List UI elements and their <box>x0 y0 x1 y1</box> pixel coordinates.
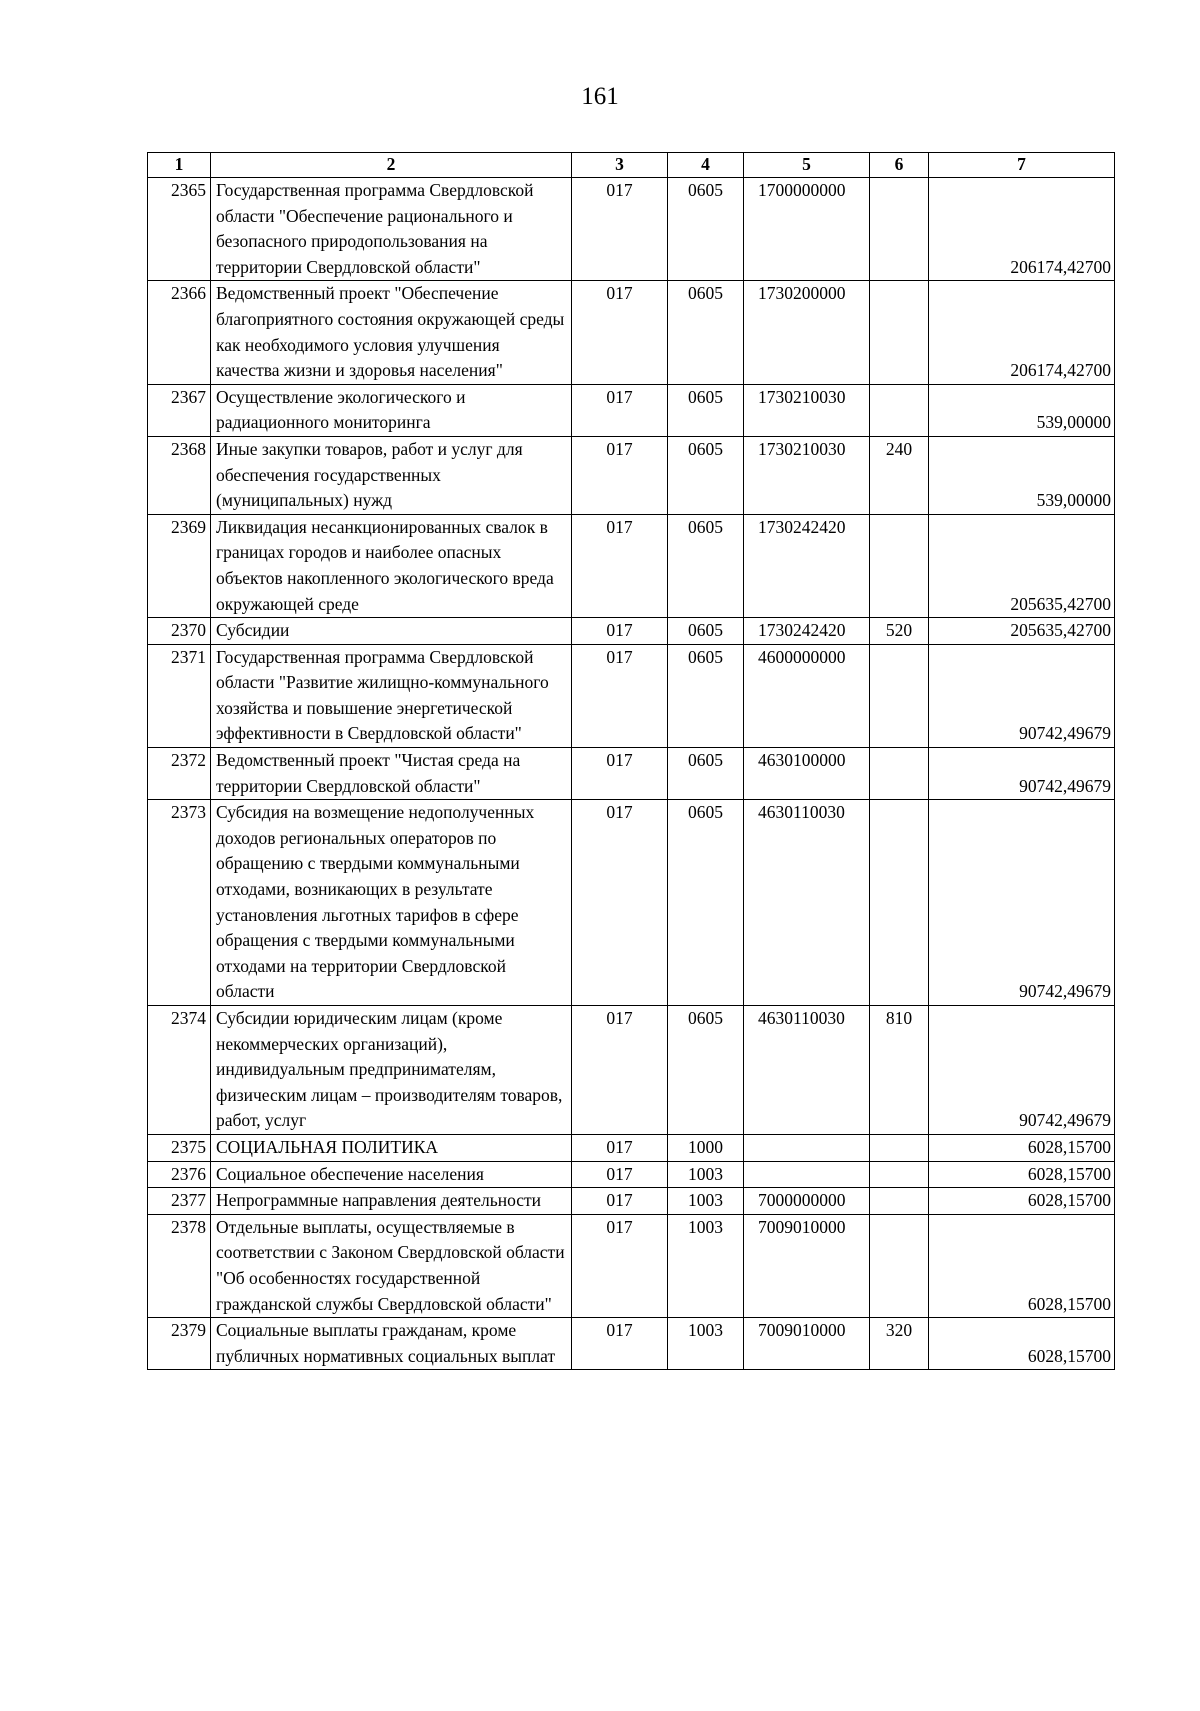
row-name: Ликвидация несанкционированных свалок в границах городов и наиболее опасных объектов накопленного экологического вреда окружающей среде <box>211 514 572 617</box>
row-section-code: 0605 <box>668 748 744 800</box>
row-section-code: 0605 <box>668 1006 744 1135</box>
table-row <box>148 514 1115 617</box>
row-section-code: 0605 <box>668 514 744 617</box>
row-name: Государственная программа Свердловской области "Обеспечение рационального и безопасного природопользования на территории Свердловской области" <box>211 178 572 281</box>
header-row <box>148 153 1115 178</box>
table-row <box>148 618 1115 645</box>
row-amount: 90742,49679 <box>929 1006 1115 1135</box>
row-section-code: 1003 <box>668 1188 744 1215</box>
row-expense-type <box>870 281 929 384</box>
row-target-code <box>744 1161 870 1188</box>
row-section-code: 0605 <box>668 800 744 1006</box>
row-expense-type <box>870 748 929 800</box>
row-name: Социальное обеспечение населения <box>211 1161 572 1188</box>
row-expense-type <box>870 514 929 617</box>
table-body <box>148 178 1115 1370</box>
row-ved-code: 017 <box>572 1161 668 1188</box>
row-ved-code: 017 <box>572 618 668 645</box>
row-number: 2375 <box>148 1134 211 1161</box>
row-amount: 6028,15700 <box>929 1318 1115 1370</box>
row-expense-type: 320 <box>870 1318 929 1370</box>
table-row <box>148 1006 1115 1135</box>
row-number: 2365 <box>148 178 211 281</box>
row-amount: 539,00000 <box>929 436 1115 514</box>
row-target-code: 4630110030 <box>744 1006 870 1135</box>
row-amount: 205635,42700 <box>929 514 1115 617</box>
row-ved-code: 017 <box>572 384 668 436</box>
table-row <box>148 644 1115 747</box>
row-target-code: 1730242420 <box>744 514 870 617</box>
row-name: Ведомственный проект "Чистая среда на территории Свердловской области" <box>211 748 572 800</box>
table-row <box>148 1188 1115 1215</box>
row-section-code: 1000 <box>668 1134 744 1161</box>
row-name: Иные закупки товаров, работ и услуг для обеспечения государственных (муниципальных) нужд <box>211 436 572 514</box>
row-section-code: 1003 <box>668 1214 744 1317</box>
row-expense-type <box>870 1214 929 1317</box>
page-number: 161 <box>581 83 619 110</box>
row-amount: 90742,49679 <box>929 800 1115 1006</box>
row-number: 2367 <box>148 384 211 436</box>
row-name: Непрограммные направления деятельности <box>211 1188 572 1215</box>
row-name: Осуществление экологического и радиационного мониторинга <box>211 384 572 436</box>
header-col-5: 5 <box>744 153 870 178</box>
row-number: 2376 <box>148 1161 211 1188</box>
row-name: Субсидии <box>211 618 572 645</box>
row-name: Субсидия на возмещение недополученных доходов региональных операторов по обращению с твердыми коммунальными отходами, возникающих в результате установления льготных тарифов в сфере обращения с твердыми коммунальными отходами на территории Свердловской области <box>211 800 572 1006</box>
row-number: 2374 <box>148 1006 211 1135</box>
row-number: 2379 <box>148 1318 211 1370</box>
row-ved-code: 017 <box>572 1134 668 1161</box>
row-amount: 539,00000 <box>929 384 1115 436</box>
row-target-code <box>744 1134 870 1161</box>
row-ved-code: 017 <box>572 1214 668 1317</box>
row-section-code: 0605 <box>668 436 744 514</box>
row-target-code: 4600000000 <box>744 644 870 747</box>
header-col-1: 1 <box>148 153 211 178</box>
header-col-2: 2 <box>211 153 572 178</box>
row-target-code: 7009010000 <box>744 1318 870 1370</box>
row-amount: 6028,15700 <box>929 1134 1115 1161</box>
row-number: 2373 <box>148 800 211 1006</box>
row-ved-code: 017 <box>572 1006 668 1135</box>
row-name: Социальные выплаты гражданам, кроме публичных нормативных социальных выплат <box>211 1318 572 1370</box>
row-ved-code: 017 <box>572 514 668 617</box>
row-section-code: 0605 <box>668 178 744 281</box>
budget-table <box>147 152 1115 1370</box>
row-ved-code: 017 <box>572 800 668 1006</box>
row-ved-code: 017 <box>572 748 668 800</box>
row-name: Субсидии юридическим лицам (кроме некоммерческих организаций), индивидуальным предпринимателям, физическим лицам – производителям товаров, работ, услуг <box>211 1006 572 1135</box>
row-expense-type <box>870 644 929 747</box>
row-target-code: 1730210030 <box>744 384 870 436</box>
row-section-code: 0605 <box>668 384 744 436</box>
row-expense-type: 810 <box>870 1006 929 1135</box>
row-name: СОЦИАЛЬНАЯ ПОЛИТИКА <box>211 1134 572 1161</box>
header-col-3: 3 <box>572 153 668 178</box>
table-row <box>148 748 1115 800</box>
row-name: Отдельные выплаты, осуществляемые в соответствии с Законом Свердловской области "Об особенностях государственной гражданской службы Свердловской области" <box>211 1214 572 1317</box>
table-row <box>148 436 1115 514</box>
row-section-code: 0605 <box>668 644 744 747</box>
row-target-code: 4630110030 <box>744 800 870 1006</box>
row-name: Государственная программа Свердловской области "Развитие жилищно-коммунального хозяйства и повышение энергетической эффективности в Свердловской области" <box>211 644 572 747</box>
row-target-code: 1700000000 <box>744 178 870 281</box>
row-expense-type: 240 <box>870 436 929 514</box>
row-number: 2366 <box>148 281 211 384</box>
row-section-code: 1003 <box>668 1161 744 1188</box>
row-ved-code: 017 <box>572 644 668 747</box>
table-row <box>148 1214 1115 1317</box>
row-expense-type <box>870 800 929 1006</box>
row-target-code: 1730242420 <box>744 618 870 645</box>
row-section-code: 0605 <box>668 618 744 645</box>
row-ved-code: 017 <box>572 281 668 384</box>
row-ved-code: 017 <box>572 178 668 281</box>
row-amount: 6028,15700 <box>929 1214 1115 1317</box>
row-expense-type <box>870 384 929 436</box>
row-number: 2377 <box>148 1188 211 1215</box>
row-number: 2378 <box>148 1214 211 1317</box>
row-target-code: 7000000000 <box>744 1188 870 1215</box>
header-col-6: 6 <box>870 153 929 178</box>
row-expense-type <box>870 178 929 281</box>
row-amount: 6028,15700 <box>929 1188 1115 1215</box>
row-ved-code: 017 <box>572 436 668 514</box>
row-amount: 90742,49679 <box>929 748 1115 800</box>
table-row <box>148 800 1115 1006</box>
row-amount: 206174,42700 <box>929 178 1115 281</box>
row-expense-type <box>870 1134 929 1161</box>
table-row <box>148 1161 1115 1188</box>
row-section-code: 0605 <box>668 281 744 384</box>
row-target-code: 7009010000 <box>744 1214 870 1317</box>
row-number: 2368 <box>148 436 211 514</box>
row-expense-type: 520 <box>870 618 929 645</box>
row-number: 2370 <box>148 618 211 645</box>
header-col-7: 7 <box>929 153 1115 178</box>
table-header <box>148 153 1115 178</box>
row-number: 2369 <box>148 514 211 617</box>
row-target-code: 1730200000 <box>744 281 870 384</box>
row-number: 2372 <box>148 748 211 800</box>
row-amount: 6028,15700 <box>929 1161 1115 1188</box>
table-row <box>148 384 1115 436</box>
table-row <box>148 1318 1115 1370</box>
row-ved-code: 017 <box>572 1318 668 1370</box>
row-amount: 205635,42700 <box>929 618 1115 645</box>
table-row <box>148 281 1115 384</box>
row-number: 2371 <box>148 644 211 747</box>
row-amount: 206174,42700 <box>929 281 1115 384</box>
row-name: Ведомственный проект "Обеспечение благоприятного состояния окружающей среды как необходимого условия улучшения качества жизни и здоровья населения" <box>211 281 572 384</box>
row-amount: 90742,49679 <box>929 644 1115 747</box>
row-section-code: 1003 <box>668 1318 744 1370</box>
row-ved-code: 017 <box>572 1188 668 1215</box>
row-expense-type <box>870 1161 929 1188</box>
row-target-code: 1730210030 <box>744 436 870 514</box>
table-row <box>148 1134 1115 1161</box>
row-target-code: 4630100000 <box>744 748 870 800</box>
row-expense-type <box>870 1188 929 1215</box>
header-col-4: 4 <box>668 153 744 178</box>
table-row <box>148 178 1115 281</box>
